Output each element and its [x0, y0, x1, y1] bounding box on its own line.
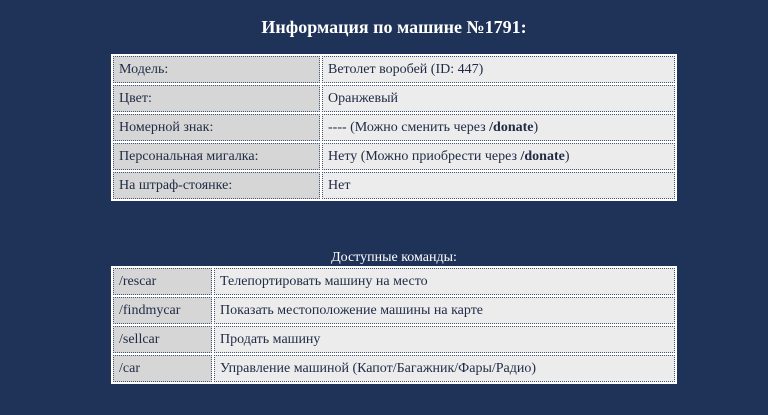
info-row-beacon: [113, 143, 675, 170]
command-description: Телепортировать машину на место: [214, 268, 675, 295]
beacon-donate-command: /donate: [520, 148, 565, 164]
command-row-sellcar[interactable]: [113, 326, 675, 353]
beacon-value-text: Нету (Можно приобрести через: [328, 148, 521, 164]
beacon-value-suffix: ): [564, 148, 570, 164]
plate-donate-command: /donate: [489, 119, 534, 135]
info-row-color: [113, 85, 675, 112]
color-value: Оранжевый: [322, 85, 675, 112]
beacon-label: Персональная мигалка:: [113, 143, 320, 170]
info-row-model: [113, 56, 675, 83]
commands-title: Доступные команды:: [331, 250, 457, 265]
command-description: Показать местоположение машины на карте: [214, 297, 675, 324]
plate-label: Номерной знак:: [113, 114, 320, 141]
plate-value: [322, 114, 675, 141]
beacon-value: [322, 143, 675, 170]
command-description: Управление машиной (Капот/Багажник/Фары/Радио): [214, 355, 675, 382]
info-row-plate: [113, 114, 675, 141]
command-row-car[interactable]: [113, 355, 675, 382]
command-name: /findmycar: [113, 297, 212, 324]
command-row-findmycar[interactable]: [113, 297, 675, 324]
command-row-rescar[interactable]: [113, 268, 675, 295]
vehicle-info-table: [111, 54, 677, 201]
color-label: Цвет:: [113, 85, 320, 112]
impound-value: Нет: [322, 172, 675, 199]
model-label: Модель:: [113, 56, 320, 83]
command-description: Продать машину: [214, 326, 675, 353]
plate-value-text: ---- (Можно сменить через: [328, 119, 490, 135]
model-value: Ветолет воробей (ID: 447): [322, 56, 675, 83]
info-row-impound: [113, 172, 675, 199]
commands-table: [111, 266, 677, 384]
dialog-title: Информация по машине №1791:: [261, 17, 527, 37]
impound-label: На штраф-стоянке:: [113, 172, 320, 199]
command-name: /sellcar: [113, 326, 212, 353]
command-name: /rescar: [113, 268, 212, 295]
plate-value-suffix: ): [533, 119, 539, 135]
command-name: /car: [113, 355, 212, 382]
